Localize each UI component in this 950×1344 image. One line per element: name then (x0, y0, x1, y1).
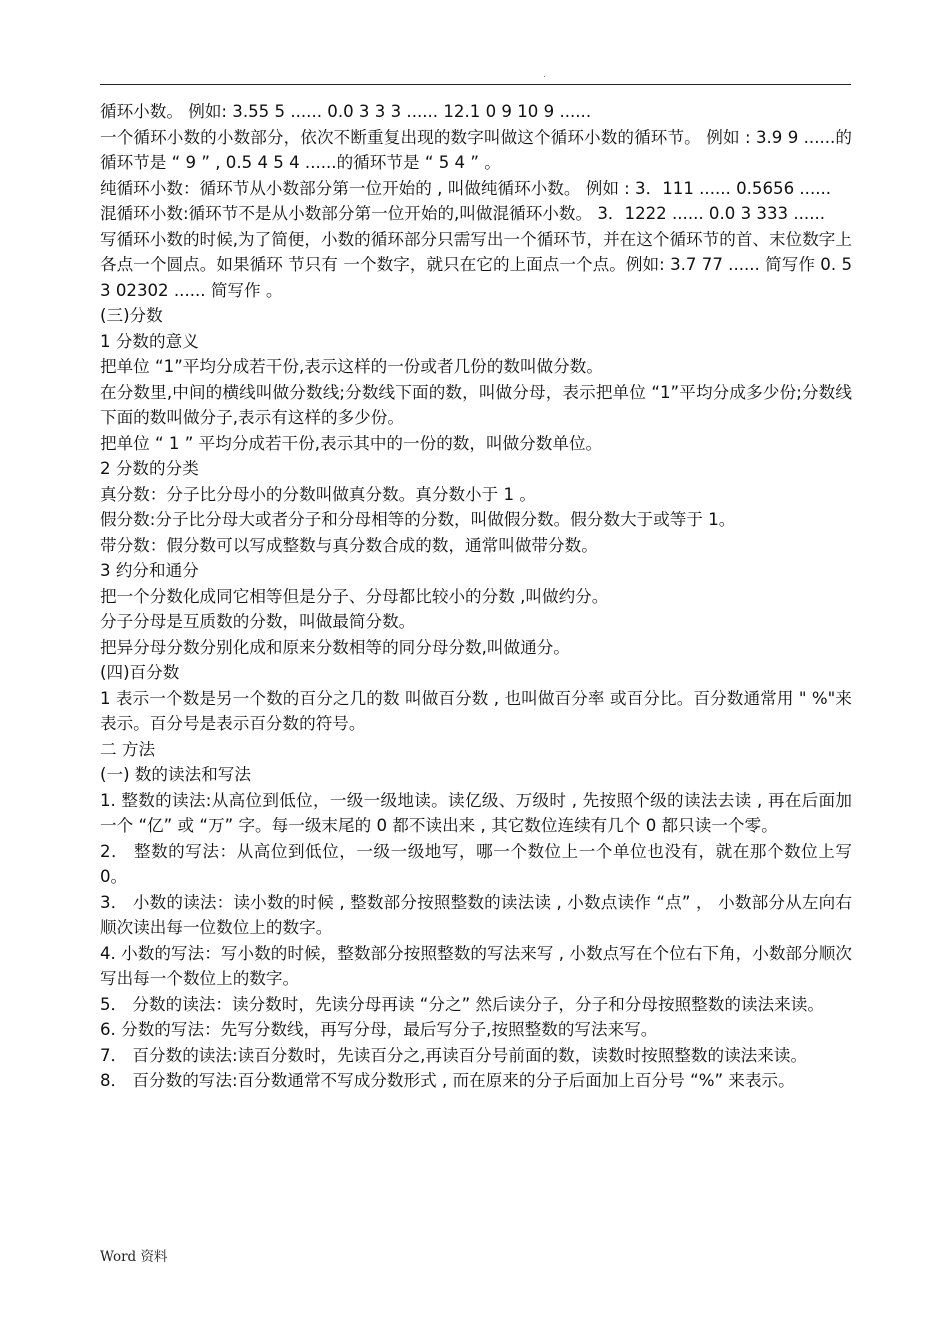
paragraph: 5． 分数的读法：读分数时，先读分母再读 “分之” 然后读分子，分子和分母按照整数的读法来读。 (100, 994, 824, 1014)
paragraph: 纯循环小数：循环节从小数部分第一位开始的 , 叫做纯循环小数。 例如 : 3．111 ...... 0.5656 ...... (100, 178, 832, 198)
paragraph: 8． 百分数的写法:百分数通常不写成分数形式 , 而在原来的分子后面加上百分号 “%” 来表示。 (100, 1071, 795, 1090)
paragraph: 3． 小数的读法：读小数的时候 , 整数部分按照整数的读法读 , 小数点读作 “点” ， 小数部分从左向右顺次读出每一位数位上的数字。 (100, 892, 852, 937)
subsection-heading: 1 分数的意义 (100, 331, 199, 351)
paragraph: 循环小数。 例如: 3.55 5 ...... 0.0 3 3 3 ...... 12.1 0 9 10 9 ...... (100, 102, 592, 121)
subsection-heading: 2 分数的分类 (100, 459, 199, 478)
paragraph: 把一个分数化成同它相等但是分子、分母都比较小的分数 ,叫做约分。 (100, 586, 609, 606)
footer-label: Word 资料 (100, 1249, 168, 1265)
paragraph: 把异分母分数分别化成和原来分数相等的同分母分数,叫做通分。 (100, 637, 570, 657)
paragraph: 写循环小数的时候,为了简便，小数的循环部分只需写出一个循环节，并在这个循环节的首、末位数字上各点一个圆点。如果循环 节只有 一个数字，就只在它的上面点一个点。例如: 3.7 77 ...... 简写作 0. 5 3 02302 ...... 简写作 。 (100, 229, 852, 300)
paragraph: 把单位 “1”平均分成若干份,表示这样的一份或者几份的数叫做分数。 (100, 357, 603, 376)
header-rule (100, 84, 851, 85)
paragraph: 带分数：假分数可以写成整数与真分数合成的数，通常叫做带分数。 (100, 535, 598, 555)
paragraph: 假分数:分子比分母大或者分子和分母相等的分数，叫做假分数。假分数大于或等于 1。 (100, 510, 736, 529)
section-heading: (一) 数的读法和写法 (100, 765, 251, 784)
paragraph: 混循环小数:循环节不是从小数部分第一位开始的,叫做混循环小数。 3．1222 ...... 0.0 3 333 ...... (100, 204, 826, 223)
section-heading: (三)分数 (100, 306, 163, 325)
paragraph: 7． 百分数的读法:读百分数时，先读百分之,再读百分号前面的数，读数时按照整数的读法来读。 (100, 1045, 808, 1065)
paragraph: 1 表示一个数是另一个数的百分之几的数 叫做百分数 , 也叫做百分率 或百分比。百分数通常用 " %"来表示。百分号是表示百分数的符号。 (100, 688, 852, 733)
document-body (100, 99, 852, 1094)
paragraph: 6. 分数的写法：先写分数线，再写分母，最后写分子,按照整数的写法来写。 (100, 1020, 658, 1039)
paragraph: 1. 整数的读法:从高位到低位，一级一级地读。读亿级、万级时 , 先按照个级的读法去读 , 再在后面加一个 “亿” 或 “万” 字。每一级末尾的 0 都不读出来 , 其它数位连续有几个 0 都只读一个零。 (100, 790, 852, 835)
paragraph: 分子分母是互质数的分数，叫做最简分数。 (100, 612, 416, 631)
section-heading: (四)百分数 (100, 663, 180, 682)
subsection-heading: 3 约分和通分 (100, 561, 199, 580)
paragraph: 真分数：分子比分母小的分数叫做真分数。真分数小于 1 。 (100, 484, 536, 504)
paragraph: 一个循环小数的小数部分，依次不断重复出现的数字叫做这个循环小数的循环节。 例如 : 3.9 9 ......的循环节是 “ 9 ” , 0.5 4 5 4 ......的循环节是 “ 5 4 ” 。 (100, 127, 852, 172)
paragraph: 在分数里,中间的横线叫做分数线;分数线下面的数，叫做分母，表示把单位 “1”平均分成多少份;分数线下面的数叫做分子,表示有这样的多少份。 (100, 382, 852, 427)
header-mark: . (543, 70, 546, 80)
paragraph: 4. 小数的写法：写小数的时候，整数部分按照整数的写法来写 , 小数点写在个位右下角，小数部分顺次写出每一个数位上的数字。 (100, 943, 852, 988)
chapter-heading: 二 方法 (100, 739, 156, 759)
paragraph: 把单位 “ 1 ” 平均分成若干份,表示其中的一份的数，叫做分数单位。 (100, 433, 603, 453)
paragraph: 2． 整数的写法：从高位到低位，一级一级地写，哪一个数位上一个单位也没有，就在那个数位上写 0。 (100, 841, 852, 886)
